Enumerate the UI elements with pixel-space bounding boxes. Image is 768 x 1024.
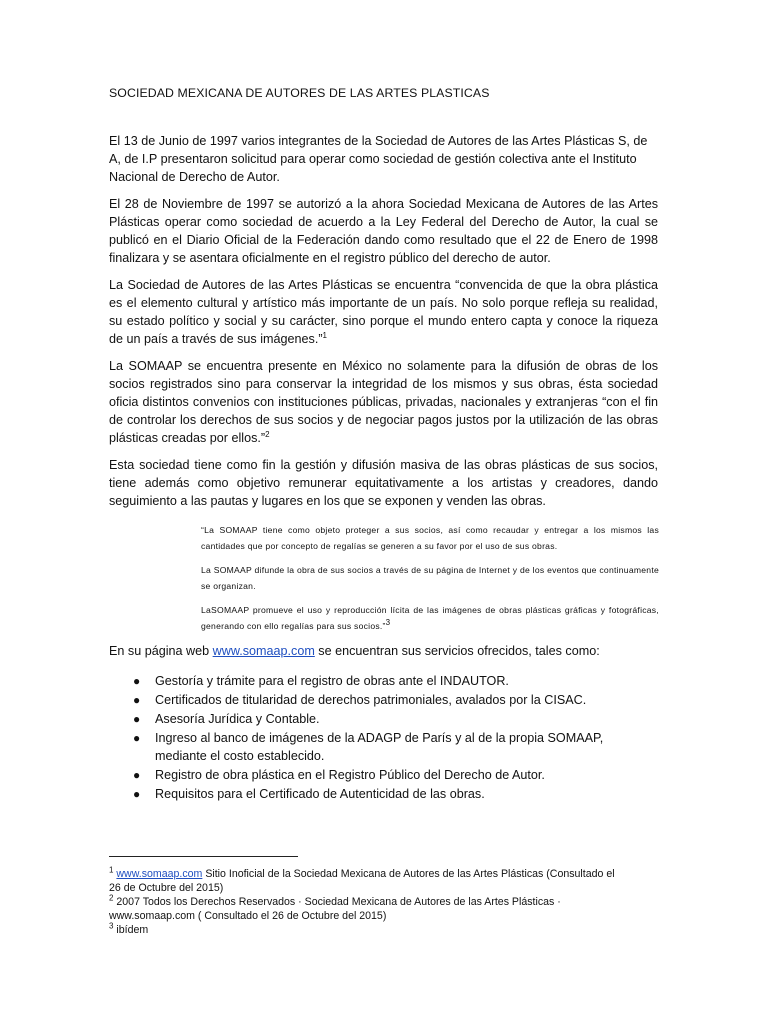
list-item [109, 672, 658, 690]
paragraph-4 [109, 357, 658, 447]
paragraph-3-text: La Sociedad de Autores de las Artes Plásticas se encuentra “convencida de que la obra plástica es el elemento cultural y artístico más importante de un país. No solo porque refleja su realidad, su estado político y social y su carácter, sino porque el mundo entero capta y conoce la riqueza de un país a través de sus imágenes.” [109, 278, 658, 346]
bullet-icon: ● [133, 674, 141, 688]
footnote-ref-3[interactable]: 3 [385, 618, 391, 628]
document-title: SOCIEDAD MEXICANA DE AUTORES DE LAS ARTES PLASTICAS [109, 86, 490, 100]
paragraph-2: El 28 de Noviembre de 1997 se autorizó a la ahora Sociedad Mexicana de Autores de las Artes Plásticas operar como sociedad de acuerdo a la Ley Federal del Derecho de Autor, la cual se publicó en el Diario Oficial de la Federación dando como resultado que el 22 de Enero de 1998 finalizara y se asentara oficialmente en el registro público del derecho de autor. [109, 197, 658, 265]
footnote-3-text: ibídem [113, 924, 149, 936]
footnote-2-text: 2007 Todos los Derechos Reservados · Sociedad Mexicana de Autores de las Artes Plásticas · www.somaap.com ( Consultado el 26 de Octubre del 2015) [109, 896, 561, 922]
paragraph-3 [109, 276, 658, 348]
services-list [109, 672, 658, 803]
bullet-icon: ● [133, 768, 141, 782]
paragraph-4-text: La SOMAAP se encuentra presente en México no solamente para la difusión de obras de los socios registrados sino para conservar la integridad de los mismos y sus obras, ésta sociedad oficia distintos convenios con instituciones públicas, privadas, nacionales y extranjeras “con el fin de controlar los derechos de sus socios y de negociar pagos justos por la utilización de las obras plásticas creadas por ellos.” [109, 359, 658, 445]
footnote-1-link[interactable]: www.somaap.com [116, 868, 203, 880]
services-intro [109, 642, 658, 660]
bullet-icon: ● [133, 731, 141, 745]
footnote-mark-2: 2 [109, 893, 114, 903]
services-intro-suffix: se encuentran sus servicios ofrecidos, tales como: [314, 644, 600, 658]
list-item [109, 785, 658, 803]
paragraph-1: El 13 de Junio de 1997 varios integrantes de la Sociedad de Autores de las Artes Plásticas S, de A, de I.P presentaron solicitud para operar como sociedad de gestión colectiva ante el Instituto Nacional de Derecho de Autor. [109, 134, 648, 184]
paragraph-5: Esta sociedad tiene como fin la gestión y difusión masiva de las obras plásticas de sus socios, tiene además como objetivo remunerar equitativamente a los artistas y creadores, dando seguimiento a las pautas y lugares en los que se exponen y venden las obras. [109, 458, 658, 508]
footnote-separator [109, 856, 298, 857]
bullet-icon: ● [133, 712, 141, 726]
quote-paragraph-3-text: LaSOMAAP promueve el uso y reproducción lícita de las imágenes de obras plásticas gráficas y fotográficas, generando con ello regalías para sus socios.” [201, 605, 659, 631]
bullet-icon: ● [133, 787, 141, 801]
footnote-1-text: Sitio Inoficial de la Sociedad Mexicana de Autores de las Artes Plásticas (Consultado el 26 de Octubre del 2015) [109, 868, 615, 894]
quote-paragraph-2: La SOMAAP difunde la obra de sus socios a través de su página de Internet y de los eventos que continuamente se organizan. [201, 565, 659, 591]
somaap-website-link[interactable]: www.somaap.com [212, 644, 315, 658]
services-intro-prefix: En su página web [109, 644, 213, 658]
quote-paragraph-1: “La SOMAAP tiene como objeto proteger a sus socios, así como recaudar y entregar a los mismos las cantidades que por concepto de regalías se generen a su favor por el uso de sus obras. [201, 525, 659, 551]
footnote-2 [109, 895, 629, 923]
document-body [109, 84, 658, 804]
list-item [109, 729, 658, 765]
list-item-text: Gestoría y trámite para el registro de obras ante el INDAUTOR. [155, 674, 509, 688]
footnote-3 [109, 923, 629, 937]
list-item-text: Certificados de titularidad de derechos patrimoniales, avalados por la CISAC. [155, 693, 587, 707]
quote-paragraph-3 [201, 602, 659, 634]
list-item-text: Ingreso al banco de imágenes de la ADAGP de París y al de la propia SOMAAP, mediante el costo establecido. [155, 731, 604, 763]
list-item [109, 766, 658, 784]
footnote-ref-1[interactable]: 1 [322, 330, 327, 340]
list-item-text: Asesoría Jurídica y Contable. [155, 712, 320, 726]
footnotes [109, 856, 629, 937]
list-item-text: Requisitos para el Certificado de Autenticidad de las obras. [155, 787, 485, 801]
footnote-mark-3: 3 [109, 921, 114, 931]
list-item [109, 710, 658, 728]
footnote-1 [109, 867, 629, 895]
footnote-mark-1: 1 [109, 865, 114, 875]
list-item [109, 691, 658, 709]
bullet-icon: ● [133, 693, 141, 707]
footnote-ref-2[interactable]: 2 [265, 429, 270, 439]
list-item-text: Registro de obra plástica en el Registro Público del Derecho de Autor. [155, 768, 545, 782]
block-quote [201, 522, 659, 634]
